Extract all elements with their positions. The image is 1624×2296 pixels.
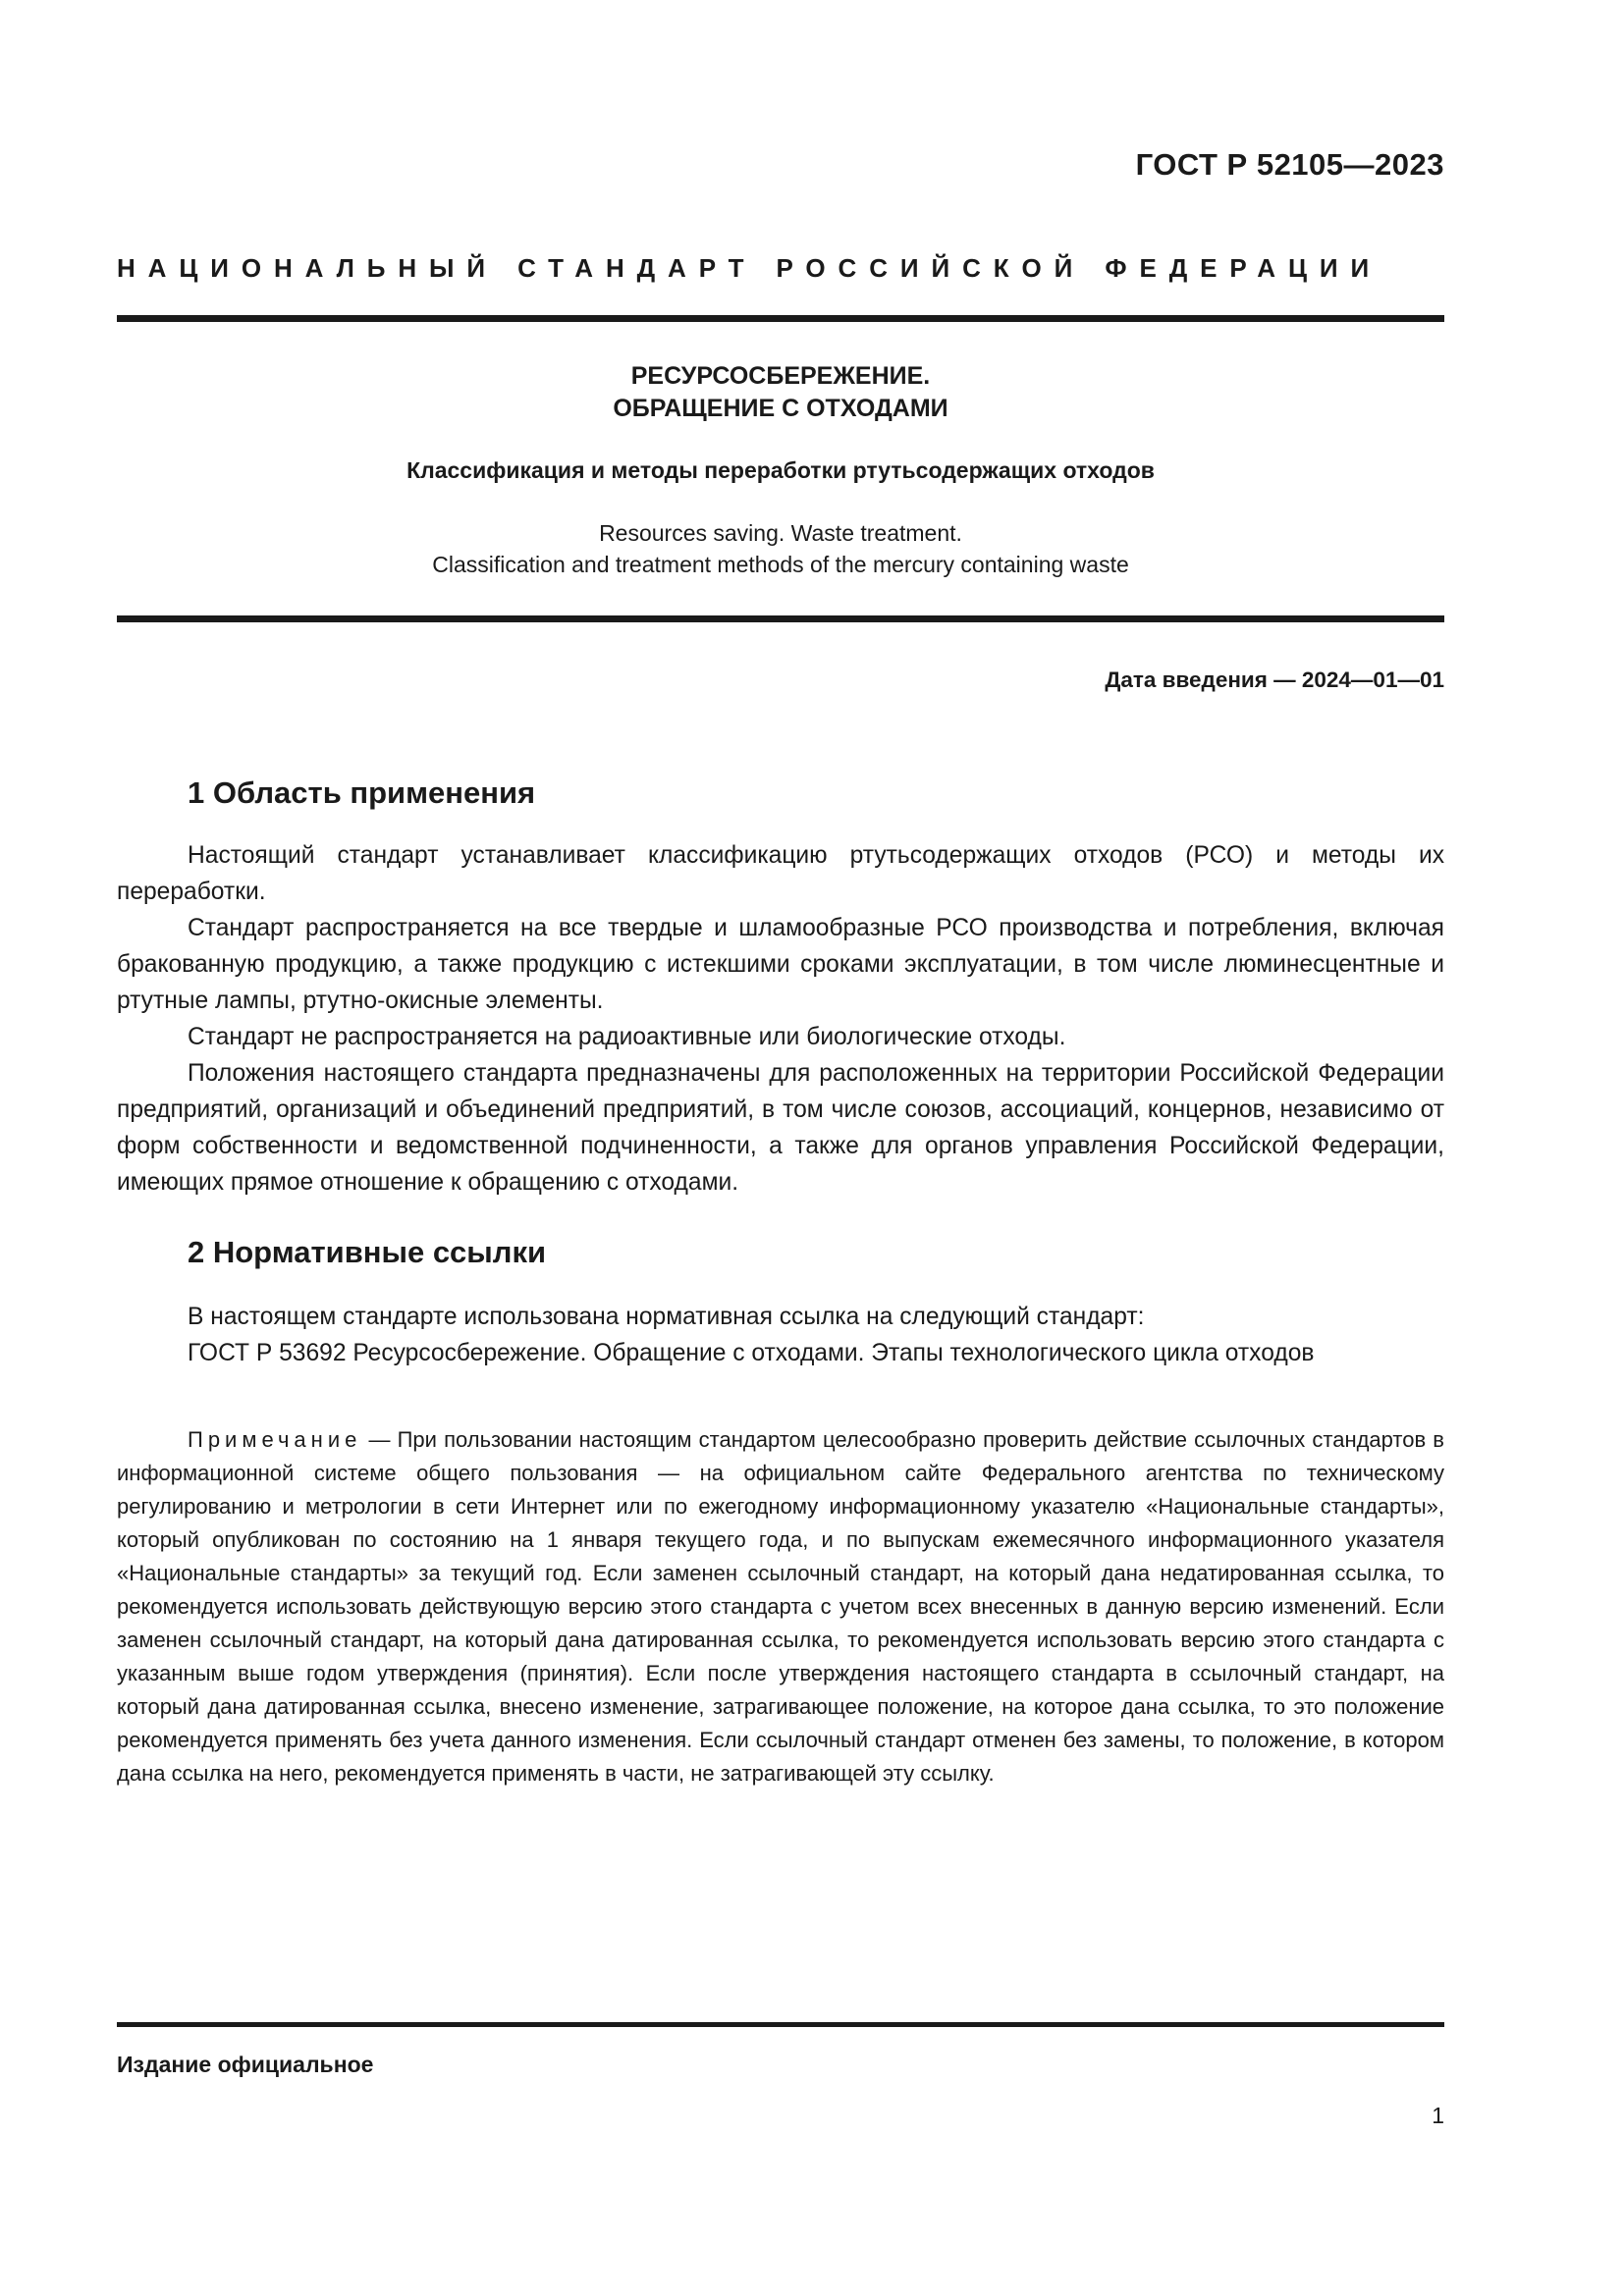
standard-subtitle: Классификация и методы переработки ртутьсодержащих отходов [406, 457, 1155, 483]
paragraph: Положения настоящего стандарта предназначены для расположенных на территории Российской Федерации предприятий, организаций и объединений предприятий, в том числе союзов, ассоциаций, концернов, независимо от форм собственности и ведомственной подчиненности, а также для органов управления Российской Федерации, имеющих прямое отношение к обращению с отходами. [117, 1060, 1444, 1196]
document-code: ГОСТ Р 52105—2023 [1135, 147, 1444, 182]
section-1-body [117, 837, 1444, 1201]
paragraph: Стандарт распространяется на все твердые и шламообразные РСО производства и потребления, включая бракованную продукцию, а также продукцию с истекшими сроками эксплуатации, в том числе люминесцентные и ртутные лампы, ртутно-окисные элементы. [117, 915, 1444, 1014]
standard-title-line2: ОБРАЩЕНИЕ С ОТХОДАМИ [613, 395, 948, 422]
page-number: 1 [1432, 2103, 1444, 2128]
section-1-heading: 1 Область применения [188, 775, 536, 810]
document-page [117, 0, 1444, 2296]
paragraph: Настоящий стандарт устанавливает классификацию ртутьсодержащих отходов (РСО) и методы их переработки. [117, 842, 1444, 905]
standard-title-line1: РЕСУРСОСБЕРЕЖЕНИЕ. [630, 362, 931, 390]
title-rule [117, 615, 1444, 622]
section-2-heading: 2 Нормативные ссылки [188, 1235, 547, 1269]
national-standard-title: НАЦИОНАЛЬНЫЙ СТАНДАРТ РОССИЙСКОЙ ФЕДЕРАЦИИ [117, 253, 1382, 283]
footer-rule [117, 2022, 1444, 2027]
paragraph: В настоящем стандарте использована нормативная ссылка на следующий стандарт: [188, 1304, 1145, 1330]
paragraph: ГОСТ Р 53692 Ресурсосбережение. Обращение с отходами. Этапы технологического цикла отходов [188, 1340, 1315, 1366]
standard-title [117, 360, 1444, 425]
english-title-line1: Resources saving. Waste treatment. [599, 520, 962, 546]
note-text: — При пользовании настоящим стандартом целесообразно проверить действие ссылочных стандартов в информационной системе общего пользования — на официальном сайте Федерального агентства по техническому регулированию и метрологии в сети Интернет или по ежегодному информационному указателю «Национальные стандарты», который опубликован по состоянию на 1 января текущего года, и по выпускам ежемесячного информационного указателя «Национальные стандарты» за текущий год. Если заменен ссылочный стандарт, на который дана недатированная ссылка, то рекомендуется использовать действующую версию этого стандарта с учетом всех внесенных в данную версию изменений. Если заменен ссылочный стандарт, на который дана датированная ссылка, то рекомендуется использовать версию этого стандарта с указанным выше годом утверждения (принятия). Если после утверждения настоящего стандарта в ссылочный стандарт, на который дана датированная ссылка, внесено изменение, затрагивающее положение, на которое дана ссылка, то это положение рекомендуется применять без учета данного изменения. Если ссылочный стандарт отменен без замены, то положение, в котором дана ссылка на него, рекомендуется применять в части, не затрагивающей эту ссылку. [117, 1427, 1444, 1786]
official-edition-label: Издание официальное [117, 2052, 374, 2077]
note-label: Примечание [188, 1427, 362, 1452]
section-2-body [117, 1299, 1444, 1371]
introduction-date: Дата введения — 2024—01—01 [1105, 667, 1444, 692]
english-title [117, 517, 1444, 580]
reference-note [117, 1423, 1444, 1790]
header-rule [117, 315, 1444, 322]
english-title-line2: Classification and treatment methods of the mercury containing waste [432, 552, 1129, 577]
paragraph: Стандарт не распространяется на радиоактивные или биологические отходы. [188, 1024, 1066, 1050]
